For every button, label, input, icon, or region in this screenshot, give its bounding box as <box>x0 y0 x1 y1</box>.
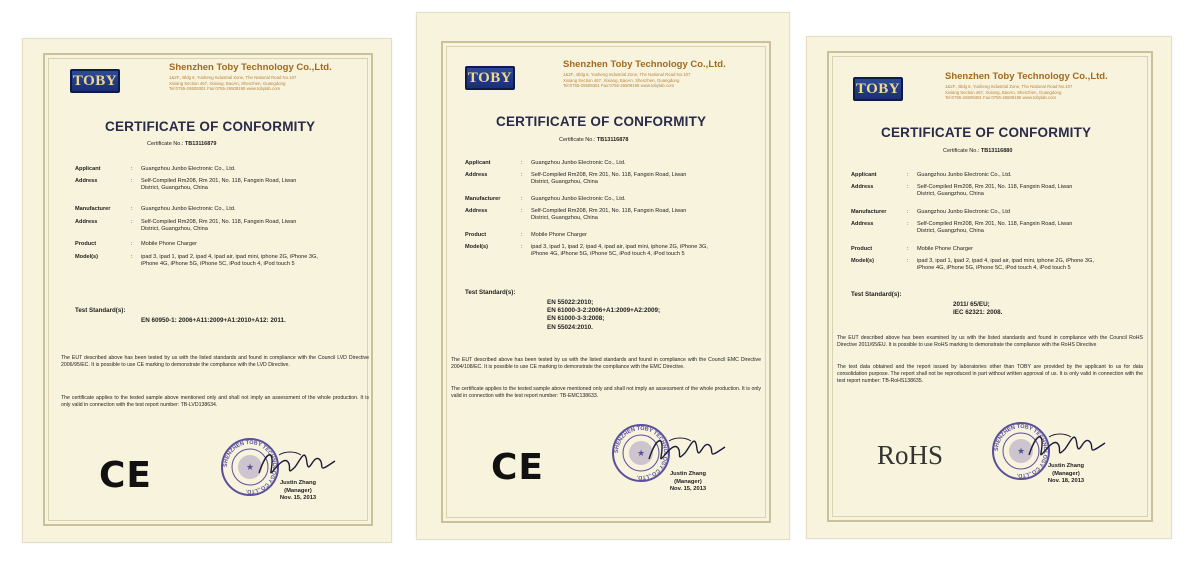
models-line: iPhone 4G, iPhone 5G, iPhone 5C, iPod touch 4, iPod touch 5 <box>531 251 685 258</box>
test-standard: IEC 62321: 2008. <box>953 309 1003 317</box>
test-standard: EN 61000-3-3:2008; <box>547 315 605 323</box>
test-standard: EN 55024:2010. <box>547 323 593 331</box>
certificate-number-label: Certificate No.: <box>943 148 980 154</box>
certificate-title: CERTIFICATE OF CONFORMITY <box>496 114 707 129</box>
company-address <box>945 84 1072 101</box>
applicant-label: Applicant <box>75 166 101 172</box>
test-standard: EN 60950-1: 2006+A11:2009+A1:2010+A12: 2011. <box>141 317 286 324</box>
validity-paragraph: The certificate applies to the tested sample above mentioned only and shall not imply an assessment of the whole production. It is only valid in connection with the test report number: TB-LVD138634. <box>61 395 369 409</box>
certificate-number <box>147 141 216 147</box>
address-line: Xixiang Section 467, Xixiang, BaoAn, Shenzhen, Guangdong <box>945 89 1062 95</box>
applicant-label: Applicant <box>465 160 491 166</box>
signatory <box>263 480 333 503</box>
applicant-value: Guangzhou Junbo Electronic Co., Ltd. <box>141 166 236 172</box>
models-label: Model(s) <box>465 244 488 250</box>
seal-text: SHENZHEN TOBY TECHNOLOGY CO.,LTD. <box>222 439 278 495</box>
manufacturer-address-line: Self-Compiled Rm208, Rm 201, No. 118, Fangxin Road, Liwan <box>917 221 1073 227</box>
manufacturer-value: Guangzhou Junbo Electronic Co., Ltd. <box>141 206 236 212</box>
address-line: 1&2F., Bldg 6, Yusheng Industrial Zone, The National Road No.107 <box>945 84 1073 89</box>
test-standards-label: Test Standard(s): <box>851 291 902 298</box>
contact-line: Tel:0755-26509301 Fax:0755-26509195 www.tobylab.com <box>563 83 675 89</box>
compliance-paragraph: The EUT described above has been tested by us with the listed standards and found in compliance with the Council LVD Directive 2006/95/EC. It is possible to use CE marking to demonstrate the compliance with the LVD Directive. <box>61 355 369 369</box>
address-line: Xixiang Section 467, Xixiang, BaoAn, Shenzhen, Guangdong <box>563 77 680 83</box>
signature-icon <box>1025 425 1109 465</box>
manufacturer-address-line: District, Guangzhou, China <box>141 226 208 233</box>
applicant-address-line: Self-Compiled Rm208, Rm 201, No. 118, Fangxin Road, Liwan <box>917 184 1073 190</box>
test-standards-list <box>141 317 286 325</box>
signature-icon <box>645 429 729 469</box>
models-line: ipad 3, ipad 1, ipad 2, ipad 4, ipad air, ipad mini, iphone 2G, iPhone 3G, <box>141 254 318 260</box>
compliance-paragraph: The EUT described above has been examined by us with the listed standards and found in compliance with the Council RoHS Directive 2011/65/EU. It is possible to use RoHS marking to demonstrate the compliance with the RoHS Directive <box>837 335 1143 349</box>
certificate-details: Applicant : Guangzhou Junbo Electronic Co., Ltd. Address : Self-Compiled Rm208, Rm 201, No. 118, Fangxin Road, Liwan District, Guangzhou, China Manufacturer : Guangzhou Junbo Electronic Co., Ltd. Address : Self-Compiled Rm208, Rm 201, No. 118, Fangxin Road, Liwan District, Guangzhou, China Product : Mobile Phone Charger Model(s) : ipad 3, ipad 1, ipad 2, ipad 4, ipad air, ipad mini, iphone 2G, iPhone 3G, iPhone 4G, iPhone 5G, iPhone 5C, iPod touch 4, iPod touch 5 <box>465 160 708 258</box>
applicant-address-line: Self-Compiled Rm208, Rm 201, No. 118, Fangxin Road, Liwan <box>141 178 297 184</box>
company-name: Shenzhen Toby Technology Co.,Ltd. <box>563 59 726 70</box>
certificate-number-value: TB13116878 <box>596 137 629 143</box>
address-label: Address <box>851 221 874 227</box>
issue-date: Nov. 15, 2013 <box>669 486 707 493</box>
applicant-address-line: District, Guangzhou, China <box>531 179 598 186</box>
test-standards-label: Test Standard(s): <box>465 289 516 296</box>
toby-logo: TOBY <box>465 66 515 90</box>
signer-role: (Manager) <box>674 478 702 485</box>
manufacturer-address-line: District, Guangzhou, China <box>917 228 984 235</box>
models-line: ipad 3, ipad 1, ipad 2, ipad 4, ipad air, ipad mini, iphone 2G, iPhone 3G, <box>917 258 1094 264</box>
address-label: Address <box>75 219 98 225</box>
certificate-number-value: TB13116880 <box>980 148 1013 154</box>
manufacturer-label: Manufacturer <box>851 209 887 215</box>
company-address <box>169 75 296 92</box>
applicant-value: Guangzhou Junbo Electronic Co., Ltd. <box>917 172 1012 178</box>
signer-name: Justin Zhang <box>279 480 317 486</box>
issue-date: Nov. 15, 2013 <box>279 495 317 502</box>
manufacturer-value: Guangzhou Junbo Electronic Co., Ltd <box>917 209 1010 215</box>
manufacturer-label: Manufacturer <box>465 196 501 202</box>
test-standard: EN 61000-3-2:2006+A1:2009+A2:2009; <box>547 307 661 315</box>
svg-text:★: ★ <box>636 448 646 458</box>
address-label: Address <box>465 208 488 214</box>
product-label: Product <box>75 241 97 247</box>
address-line: 1&2F., Bldg 6, Yusheng Industrial Zone, The National Road No.107 <box>169 75 297 80</box>
manufacturer-address-line: District, Guangzhou, China <box>531 215 598 222</box>
models-line: ipad 3, ipad 1, ipad 2, ipad 4, ipad air, ipad mini, iphone 2G, iPhone 3G, <box>531 244 708 250</box>
test-standards-list <box>953 301 1002 317</box>
product-label: Product <box>851 246 873 252</box>
manufacturer-address-line: Self-Compiled Rm208, Rm 201, No. 118, Fangxin Road, Liwan <box>141 219 297 225</box>
company-address <box>563 72 690 89</box>
certificate-details: Applicant : Guangzhou Junbo Electronic Co., Ltd. Address : Self-Compiled Rm208, Rm 201, No. 118, Fangxin Road, Liwan District, Guangzhou, China Manufacturer : Guangzhou Junbo Electronic Co., Ltd. Address : Self-Compiled Rm208, Rm 201, No. 118, Fangxin Road, Liwan District, Guangzhou, China Product : Mobile Phone Charger Model(s) : ipad 3, ipad 1, ipad 2, ipad 4, ipad air, ipad mini, iphone 2G, iPhone 3G, iPhone 4G, iPhone 5G, iPhone 5C, iPod touch 4, iPod touch 5 <box>75 166 318 268</box>
certificate-number-value: TB13116879 <box>184 141 217 147</box>
address-label: Address <box>465 172 488 178</box>
certificate-number <box>943 148 1012 154</box>
applicant-label: Applicant <box>851 172 877 178</box>
models-line: iPhone 4G, iPhone 5G, iPhone 5C, iPod touch 4, iPod touch 5 <box>141 261 295 268</box>
applicant-address-line: District, Guangzhou, China <box>917 191 984 198</box>
signatory <box>1031 463 1101 486</box>
models-line: iPhone 4G, iPhone 5G, iPhone 5C, iPod touch 4, iPod touch 5 <box>917 265 1071 272</box>
certificate-number-label: Certificate No.: <box>147 141 184 147</box>
test-standards-list <box>547 299 660 332</box>
signature-icon <box>255 443 339 483</box>
seal-text: SHENZHEN TOBY TECHNOLOGY CO.,LTD. <box>613 425 669 481</box>
rohs-mark: RoHS <box>877 440 944 470</box>
issue-date: Nov. 18, 2013 <box>1047 478 1085 485</box>
contact-line: Tel:0755-26509301 Fax:0755-26509195 www.tobylab.com <box>169 86 281 92</box>
certificate-lvd <box>22 38 392 543</box>
product-value: Mobile Phone Charger <box>917 246 973 252</box>
company-name: Shenzhen Toby Technology Co.,Ltd. <box>945 71 1108 82</box>
certificate-rohs <box>806 36 1172 539</box>
address-label: Address <box>851 184 874 190</box>
company-name: Shenzhen Toby Technology Co.,Ltd. <box>169 62 332 73</box>
manufacturer-value: Guangzhou Junbo Electronic Co., Ltd. <box>531 196 626 202</box>
product-value: Mobile Phone Charger <box>531 232 587 238</box>
address-line: 1&2F., Bldg 6, Yusheng Industrial Zone, The National Road No.107 <box>563 72 691 77</box>
certificate-title: CERTIFICATE OF CONFORMITY <box>881 125 1092 140</box>
svg-text:★: ★ <box>1016 446 1026 456</box>
applicant-address-line: Self-Compiled Rm208, Rm 201, No. 118, Fangxin Road, Liwan <box>531 172 687 178</box>
certificate-title: CERTIFICATE OF CONFORMITY <box>105 119 316 134</box>
certificate-details: Applicant : Guangzhou Junbo Electronic Co., Ltd. Address : Self-Compiled Rm208, Rm 201, No. 118, Fangxin Road, Liwan District, Guangzhou, China Manufacturer : Guangzhou Junbo Electronic Co., Ltd Address : Self-Compiled Rm208, Rm 201, No. 118, Fangxin Road, Liwan District, Guangzhou, China Product : Mobile Phone Charger Model(s) : ipad 3, ipad 1, ipad 2, ipad 4, ipad air, ipad mini, iphone 2G, iPhone 3G, iPhone 4G, iPhone 5G, iPhone 5C, iPod touch 4, iPod touch 5 <box>851 172 1094 272</box>
toby-logo: TOBY <box>70 69 120 93</box>
test-standards-label: Test Standard(s): <box>75 307 126 314</box>
signer-role: (Manager) <box>1052 470 1080 477</box>
certificate-emc <box>416 12 790 540</box>
address-line: Xixiang Section 467, Xixiang, BaoAn, Shenzhen, Guangdong <box>169 80 286 86</box>
manufacturer-label: Manufacturer <box>75 206 111 212</box>
models-label: Model(s) <box>851 258 874 264</box>
models-label: Model(s) <box>75 254 98 260</box>
ce-mark: CE <box>99 455 153 496</box>
toby-logo: TOBY <box>853 77 903 101</box>
certificate-number-label: Certificate No.: <box>559 137 596 143</box>
svg-text:★: ★ <box>245 462 255 472</box>
validity-paragraph: The certificate applies to the tested sample above mentioned only and shall not imply an assessment of the whole production. It is only valid in connection with the test report number: TB-EMC138633. <box>451 386 761 400</box>
certificate-number <box>559 137 628 143</box>
compliance-paragraph: The EUT described above has been tested by us with the listed standards and found in compliance with the Council EMC Directive 2004/108/EC. It is possible to use CE marking to demonstrate the compliance with the EMC Directive. <box>451 357 761 371</box>
address-label: Address <box>75 178 98 184</box>
product-value: Mobile Phone Charger <box>141 241 197 247</box>
test-standard: 2011/ 65/EU; <box>953 301 990 308</box>
signatory <box>653 471 723 494</box>
signer-role: (Manager) <box>284 487 312 494</box>
ce-mark: CE <box>491 447 545 488</box>
consolidation-paragraph: The test data obtained and the report issued by laboratories other than TOBY are provided by the applicant to us for data consolidation purpose. The report shall not be reproduced in part without written approval of us. It is only valid in connection with the test report number: TB-RoHS138635. <box>837 364 1143 385</box>
signer-name: Justin Zhang <box>669 471 707 477</box>
contact-line: Tel:0755-26509301 Fax:0755-26509195 www.tobylab.com <box>945 95 1057 101</box>
manufacturer-address-line: Self-Compiled Rm208, Rm 201, No. 118, Fangxin Road, Liwan <box>531 208 687 214</box>
applicant-address-line: District, Guangzhou, China <box>141 185 208 192</box>
applicant-value: Guangzhou Junbo Electronic Co., Ltd. <box>531 160 626 166</box>
signer-name: Justin Zhang <box>1047 463 1085 469</box>
test-standard: EN 55022:2010; <box>547 299 594 306</box>
seal-text: SHENZHEN TOBY TECHNOLOGY CO.,LTD. <box>993 423 1049 479</box>
product-label: Product <box>465 232 487 238</box>
